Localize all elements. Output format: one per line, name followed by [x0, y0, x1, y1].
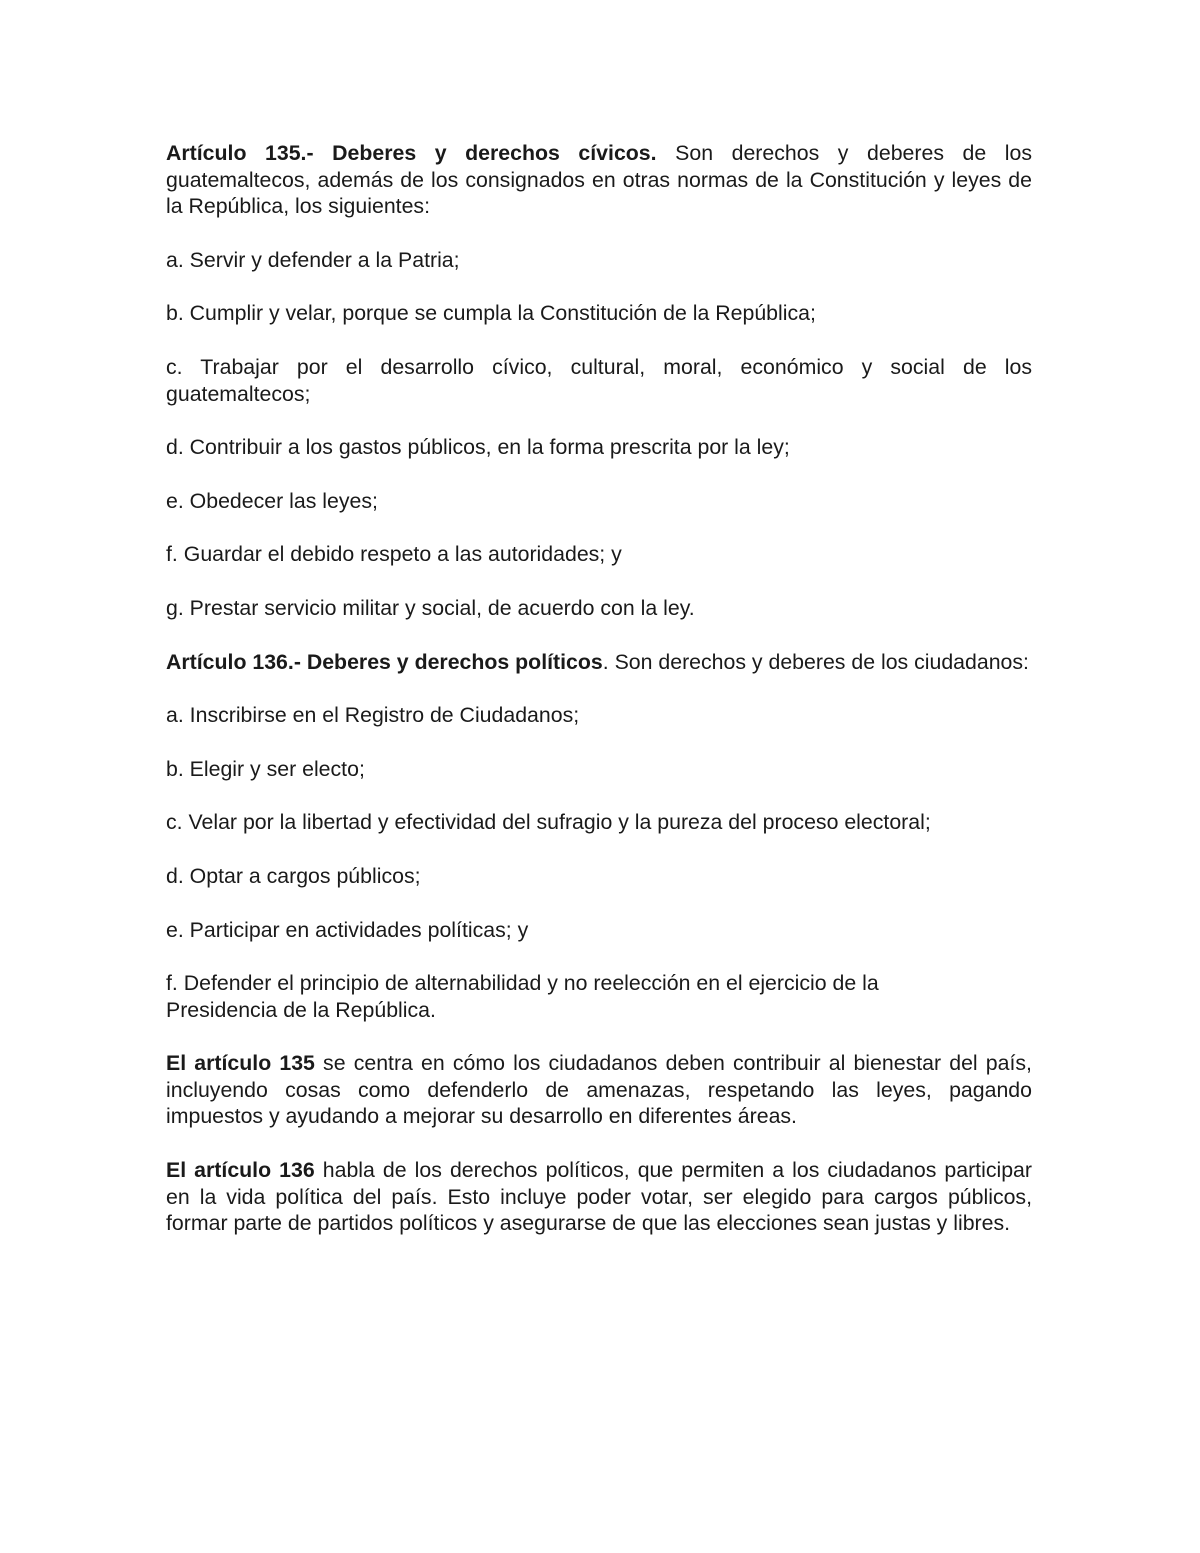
- article-136-intro-text: . Son derechos y deberes de los ciudadanos:: [602, 649, 1029, 674]
- article-135-item-g: g. Prestar servicio militar y social, de acuerdo con la ley.: [166, 595, 695, 620]
- article-135-item-c: c. Trabajar por el desarrollo cívico, cultural, moral, económico y social de los guatemaltecos;: [166, 354, 1032, 406]
- article-135-heading: Artículo 135.- Deberes y derechos cívicos.: [166, 141, 657, 165]
- summary-135-lead: El artículo 135: [166, 1051, 315, 1076]
- article-136-item-a: a. Inscribirse en el Registro de Ciudadanos;: [166, 703, 580, 728]
- article-135-item-b: b. Cumplir y velar, porque se cumpla la Constitución de la República;: [166, 301, 816, 326]
- article-135-item-a: a. Servir y defender a la Patria;: [166, 247, 460, 272]
- summary-136-lead: El artículo 136: [166, 1158, 315, 1183]
- article-136-item-f: f. Defender el principio de alternabilidad y no reelección en el ejercicio de la Presidencia de la República.: [166, 971, 879, 1022]
- summary-136-text: habla de los derechos políticos, que permiten a los ciudadanos participar en la vida política del país. Esto incluye poder votar, ser elegido para cargos públicos, formar parte de partidos políticos y asegurarse de que las elecciones sean justas y libres.: [166, 1158, 1032, 1236]
- summary-135-text: se centra en cómo los ciudadanos deben contribuir al bienestar del país, incluyendo cosas como defenderlo de amenazas, respetando las leyes, pagando impuestos y ayudando a mejorar su desarrollo en diferentes áreas.: [166, 1051, 1032, 1129]
- article-136-heading: Artículo 136.- Deberes y derechos políticos: [166, 649, 603, 674]
- summary-135: [166, 1050, 1032, 1130]
- article-135-item-e: e. Obedecer las leyes;: [166, 488, 378, 513]
- article-136-item-d: d. Optar a cargos públicos;: [166, 863, 421, 888]
- article-136-intro: [166, 649, 1032, 676]
- summary-136: [166, 1157, 1032, 1237]
- article-136-item-e: e. Participar en actividades políticas; y: [166, 917, 529, 942]
- article-135-intro: [166, 140, 1032, 220]
- article-136-item-b: b. Elegir y ser electo;: [166, 756, 365, 781]
- article-135-item-d: d. Contribuir a los gastos públicos, en la forma prescrita por la ley;: [166, 435, 790, 460]
- document-page: [166, 140, 1032, 1264]
- article-135-intro-text: Son derechos y deberes de los guatemaltecos, además de los consignados en otras normas de la Constitución y leyes de la República, los siguientes:: [166, 141, 1033, 219]
- article-135-item-f: f. Guardar el debido respeto a las autoridades; y: [166, 542, 622, 567]
- article-136-item-c: c. Velar por la libertad y efectividad del sufragio y la pureza del proceso electoral;: [166, 810, 931, 835]
